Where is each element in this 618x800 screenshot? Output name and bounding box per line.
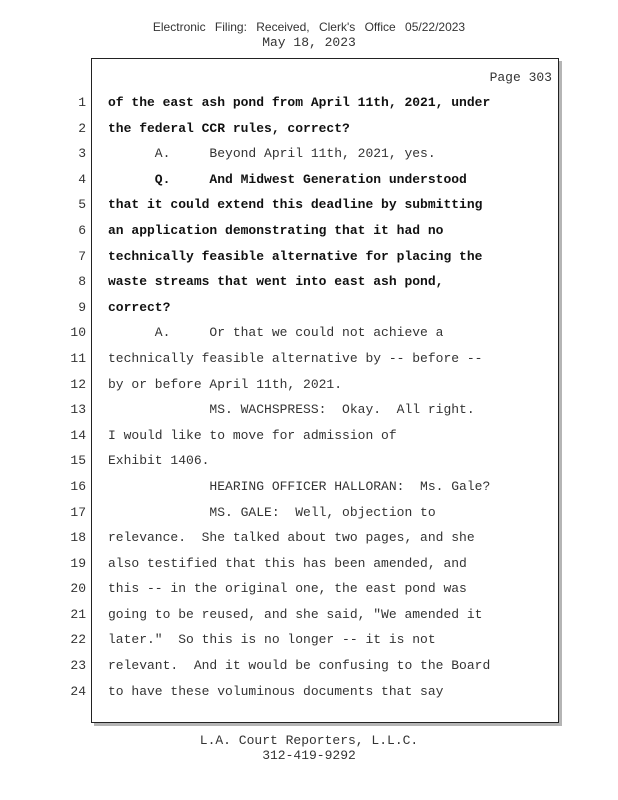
page-footer xyxy=(0,733,618,763)
line-number: 15 xyxy=(70,453,86,469)
transcript-line: Q. And Midwest Generation understood xyxy=(108,171,467,187)
transcript-line: technically feasible alternative by -- before -- xyxy=(108,350,483,366)
transcript-line: an application demonstrating that it had no xyxy=(108,222,444,238)
line-number: 22 xyxy=(70,632,86,648)
line-number: 9 xyxy=(78,299,86,315)
transcript-line: going to be reused, and she said, "We amended it xyxy=(108,606,483,622)
court-reporter-name: L.A. Court Reporters, L.L.C. xyxy=(199,733,419,748)
line-number: 8 xyxy=(78,274,86,290)
line-number: 4 xyxy=(78,171,86,187)
transcript-line: this -- in the original one, the east pond was xyxy=(108,581,467,597)
transcript-line: of the east ash pond from April 11th, 2021, under xyxy=(108,95,491,110)
line-number: 7 xyxy=(78,248,86,264)
transcript-line: MS. GALE: Well, objection to xyxy=(108,504,436,520)
transcript-line: by or before April 11th, 2021. xyxy=(108,376,343,392)
transcript-line: technically feasible alternative for placing the xyxy=(108,248,483,264)
transcript-line: relevant. And it would be confusing to the Board xyxy=(108,658,491,674)
transcript-line: to have these voluminous documents that say xyxy=(108,683,444,699)
line-number: 1 xyxy=(78,95,86,110)
line-number: 18 xyxy=(70,530,86,546)
filing-stamp: Electronic Filing: Received, Clerk's Office 05/22/2023 xyxy=(152,20,466,34)
line-number: 12 xyxy=(70,376,86,392)
page-number: Page 303 xyxy=(489,70,552,85)
line-number: 14 xyxy=(70,427,86,443)
transcript-line: relevance. She talked about two pages, and she xyxy=(108,530,475,546)
transcript-line: that it could extend this deadline by submitting xyxy=(108,197,483,213)
line-number: 11 xyxy=(70,350,86,366)
line-number: 20 xyxy=(70,581,86,597)
transcript-line: correct? xyxy=(108,299,171,315)
line-number: 16 xyxy=(70,478,86,494)
transcript-line: A. Or that we could not achieve a xyxy=(108,325,444,341)
transcript-line: I would like to move for admission of xyxy=(108,427,397,443)
line-number: 19 xyxy=(70,555,86,571)
transcript-body xyxy=(108,90,548,704)
court-reporter-phone: 312-419-9292 xyxy=(262,748,356,763)
line-number: 3 xyxy=(78,146,86,162)
transcript-line: HEARING OFFICER HALLORAN: Ms. Gale? xyxy=(108,478,491,494)
transcript-line: waste streams that went into east ash pond, xyxy=(108,274,444,290)
transcript-line: also testified that this has been amended, and xyxy=(108,555,467,571)
line-number: 5 xyxy=(78,197,86,213)
line-number: 23 xyxy=(70,658,86,674)
transcript-line: MS. WACHSPRESS: Okay. All right. xyxy=(108,402,475,418)
transcript-line: the federal CCR rules, correct? xyxy=(108,120,350,136)
line-number: 17 xyxy=(70,504,86,520)
line-number: 10 xyxy=(70,325,86,341)
line-number-column xyxy=(60,90,86,704)
transcript-line: A. Beyond April 11th, 2021, yes. xyxy=(108,146,436,162)
line-number: 2 xyxy=(78,120,86,136)
line-number: 13 xyxy=(70,402,86,418)
transcript-line: Exhibit 1406. xyxy=(108,453,210,469)
line-number: 24 xyxy=(70,683,86,699)
transcript-line: later." So this is no longer -- it is not xyxy=(108,632,436,648)
line-number: 6 xyxy=(78,222,86,238)
transcript-date: May 18, 2023 xyxy=(262,35,356,50)
line-number: 21 xyxy=(70,606,86,622)
